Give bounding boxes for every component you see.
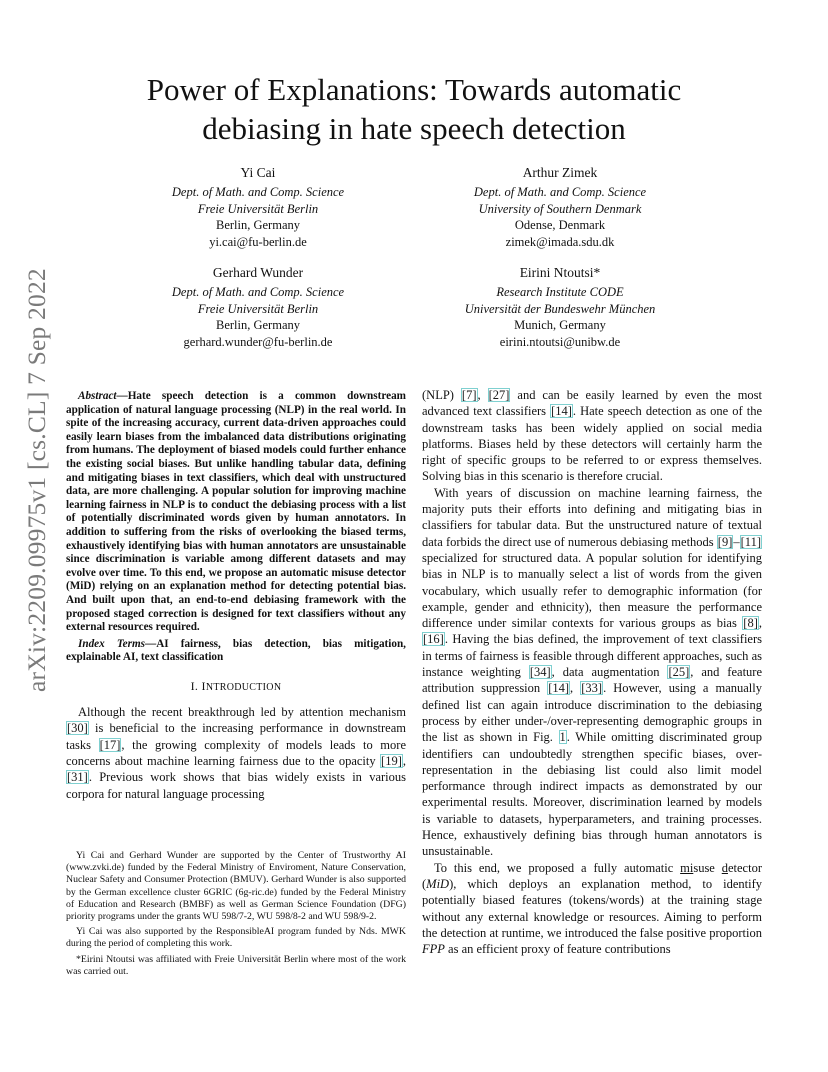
- text-run: as an efficient proxy of feature contributions: [444, 942, 671, 957]
- abstract: [66, 390, 406, 635]
- citation-link[interactable]: [11]: [740, 534, 761, 549]
- citation-link[interactable]: [31]: [67, 770, 88, 785]
- author-department: Dept. of Math. and Comp. Science: [171, 184, 345, 199]
- author-block-1: [108, 165, 408, 251]
- text-run: . Having the bias defined, the improvement of text classifiers in terms of fairness is feasible through different approaches, such as instance weighting: [422, 632, 762, 680]
- citation-link[interactable]: [16]: [423, 632, 444, 647]
- citation-link[interactable]: [33]: [581, 681, 603, 696]
- text-run: , the growing complexity of models leads to more concerns about machine learning fairness due to the opacity: [66, 737, 406, 769]
- author-institution: Freie Universität Berlin: [197, 301, 319, 316]
- text-run: (NLP): [422, 388, 461, 402]
- index-terms-lead: Index Terms: [78, 637, 146, 650]
- author-department: Dept. of Math. and Comp. Science: [171, 284, 345, 299]
- author-block-4: [410, 265, 710, 351]
- author-name: Gerhard Wunder: [212, 265, 304, 280]
- author-name: Eirini Ntoutsi*: [519, 265, 601, 280]
- citation-link[interactable]: [30]: [67, 721, 88, 736]
- index-terms: [66, 638, 406, 665]
- author-block-3: [108, 265, 408, 351]
- text-run: . While omitting discriminated group identifiers can undoubtedly strengthen specific biases, over-representation in the debiasing list could also limit model performance through indirect impacts as demonstrated by our experimental results. Moreover, discrimination learned by models is variable to datasets, hyperparameters, and training processes. Hence, exhaustively defining bias through human annotators is unsustainable.: [422, 730, 762, 859]
- text-run: ,: [570, 681, 581, 696]
- underlined-initial: d: [721, 860, 728, 875]
- abstract-lead: Abstract: [78, 390, 117, 402]
- author-email: eirini.ntoutsi@unibw.de: [499, 335, 621, 350]
- author-location: Odense, Denmark: [514, 218, 606, 233]
- author-location: Berlin, Germany: [215, 318, 300, 333]
- author-block-2: [410, 165, 710, 251]
- author-email: yi.cai@fu-berlin.de: [209, 235, 307, 250]
- author-institution: Universität der Bundeswehr München: [464, 301, 656, 316]
- intro-paragraph-1: [66, 704, 406, 802]
- title-line-1: Power of Explanations: Towards automatic: [146, 72, 682, 107]
- arxiv-identifier-stamp: arXiv:2209.09975v1 [cs.CL] 7 Sep 2022: [22, 268, 51, 692]
- paper-title: [80, 70, 748, 148]
- citation-link[interactable]: [7]: [461, 388, 477, 402]
- citation-link[interactable]: [17]: [99, 737, 121, 752]
- author-institution: Freie Universität Berlin: [197, 201, 319, 216]
- citation-link[interactable]: [25]: [668, 665, 690, 680]
- text-run: With years of discussion on machine learning fairness, the majority puts their efforts into defining and mitigating bias in classifiers for tabular data. But the unstructured nature of textual data forbids the direct use of numerous debiasing methods: [422, 485, 762, 549]
- text-run: –: [733, 534, 740, 549]
- text-run: etector (: [422, 860, 762, 891]
- text-run: . However, using a manually defined list can again introduce discrimination to the debiasing process by either under-/over-representing demographic groups in the list as shown in Fig.: [422, 681, 762, 745]
- footnotes: [66, 850, 406, 981]
- footnote-funding: Yi Cai and Gerhard Wunder are supported by the Center of Trustworthy AI (www.zvki.de) funded by the Federal Ministry of Enviroment, Nature Conservation, Nuclear Safety and Consumer Protection (BMUV). Gerhard Wunder is also supported by the German excellence cluster 6GRIC (6g-ric.de) funded by the Federal Ministry of Education and Research (BMBF) as well as German Science Foundation (DFG) priority programs under the grants WU 598/7-2, WU 598/8-2 and WU 598/9-2.: [66, 850, 406, 923]
- text-run: and can be easily learned by even the most advanced text classifiers: [422, 388, 763, 419]
- author-name: Yi Cai: [240, 165, 276, 180]
- abstract-text: —Hate speech detection is a common downstream application of natural language processing (NLP) in the real world. In spite of the increasing accuracy, current data-driven approaches could easily learn biases from the imbalanced data distributions originating from humans. The deployment of biased models could further enhance the existing social biases. But unlike handling tabular data, defining and mitigating biases in text classifiers, which deal with unstructured data, are more challenging. A popular solution for improving machine learning fairness in NLP is to conduct the debiasing process with a list of potentially discriminated words given by human annotators. In addition to suffering from the risks of overlooking the biased terms, exhaustively identifying bias with human annotators are unsustainable since discrimination is variable among different datasets and may evolve over time. To this end, we propose an automatic misuse detector (MiD) relying on an explanation method for detecting potential bias. And built upon that, an end-to-end debiasing framework with the proposed staged correction is designed for text classifiers without any external resources required.: [66, 390, 406, 634]
- underlined-initial: mi: [680, 860, 694, 875]
- emphasized-term: FPP: [422, 942, 445, 957]
- text-run: Although the recent breakthrough led by attention mechanism: [78, 705, 406, 720]
- author-location: Munich, Germany: [514, 318, 606, 333]
- text-run: To this end, we proposed a fully automatic: [434, 860, 681, 875]
- author-name: Arthur Zimek: [522, 165, 598, 180]
- citation-link[interactable]: [8]: [743, 616, 758, 631]
- section-heading-introduction: [66, 678, 406, 696]
- text-run: . Hate speech detection as one of the downstream tasks has been widely applied on social media platforms. Biases held by these detectors will certainly harm the right of specific groups to be referred to or express themselves. Solving bias in this scenario is therefore crucial.: [422, 404, 763, 484]
- text-run: ,: [402, 754, 406, 769]
- section-number: I.: [190, 678, 202, 693]
- section-title-initial: I: [201, 678, 206, 693]
- author-location: Berlin, Germany: [215, 218, 300, 233]
- emphasized-term: MiD: [426, 876, 450, 891]
- author-department: Research Institute CODE: [496, 284, 624, 299]
- footnote-support: Yi Cai was also supported by the ResponsibleAI program funded by Nds. MWK during the period of completing this work.: [66, 926, 406, 950]
- index-terms-text: —AI fairness, bias detection, bias mitigation, explainable AI, text classification: [66, 637, 406, 664]
- citation-link[interactable]: [14]: [548, 681, 570, 696]
- author-email: gerhard.wunder@fu-berlin.de: [183, 335, 333, 350]
- citation-link[interactable]: [19]: [381, 754, 402, 769]
- author-email: zimek@imada.sdu.dk: [505, 235, 615, 250]
- body-paragraph-2: [422, 485, 762, 860]
- footnote-affiliation: *Eirini Ntoutsi was affiliated with Freie Universität Berlin where most of the work was carried out.: [66, 953, 406, 977]
- citation-link[interactable]: [27]: [488, 388, 510, 402]
- text-run: suse: [693, 860, 722, 875]
- text-run: ), which deploys an explanation method, to identify potentially biased features (tokens/words) at the training stage without any external knowledge or resources. Aiming to perform the detection at runtime, we introduced the false positive proportion: [422, 876, 762, 940]
- text-run: . Previous work shows that bias widely exists in various corpora for natural language processing: [66, 770, 406, 801]
- text-run: ,: [758, 616, 762, 631]
- text-run: ,: [477, 388, 488, 402]
- title-line-2: debiasing in hate speech detection: [202, 111, 626, 146]
- body-paragraph-1: [422, 387, 762, 485]
- figure-reference-link[interactable]: 1: [559, 730, 566, 745]
- section-title-rest: NTRODUCTION: [205, 681, 282, 693]
- left-column: [66, 390, 406, 802]
- right-column: [422, 387, 762, 957]
- citation-link[interactable]: [34]: [529, 665, 551, 680]
- text-run: is beneficial to the increasing performance in downstream tasks: [66, 721, 406, 752]
- citation-link[interactable]: [9]: [717, 534, 733, 549]
- body-paragraph-3: [422, 860, 762, 958]
- text-run: , data augmentation: [551, 665, 668, 680]
- citation-link[interactable]: [14]: [551, 404, 572, 419]
- author-institution: University of Southern Denmark: [478, 201, 642, 216]
- text-run: specialized for structured data. A popular solution for identifying bias in NLP is to manually select a list of words from the given vocabulary, which usually refer to demographic information (for example, gender and ethnicity), then measure the performance difference under similar contexts for various groups as bias: [422, 550, 762, 631]
- author-department: Dept. of Math. and Comp. Science: [473, 184, 647, 199]
- text-run: , and feature attribution suppression: [422, 665, 762, 696]
